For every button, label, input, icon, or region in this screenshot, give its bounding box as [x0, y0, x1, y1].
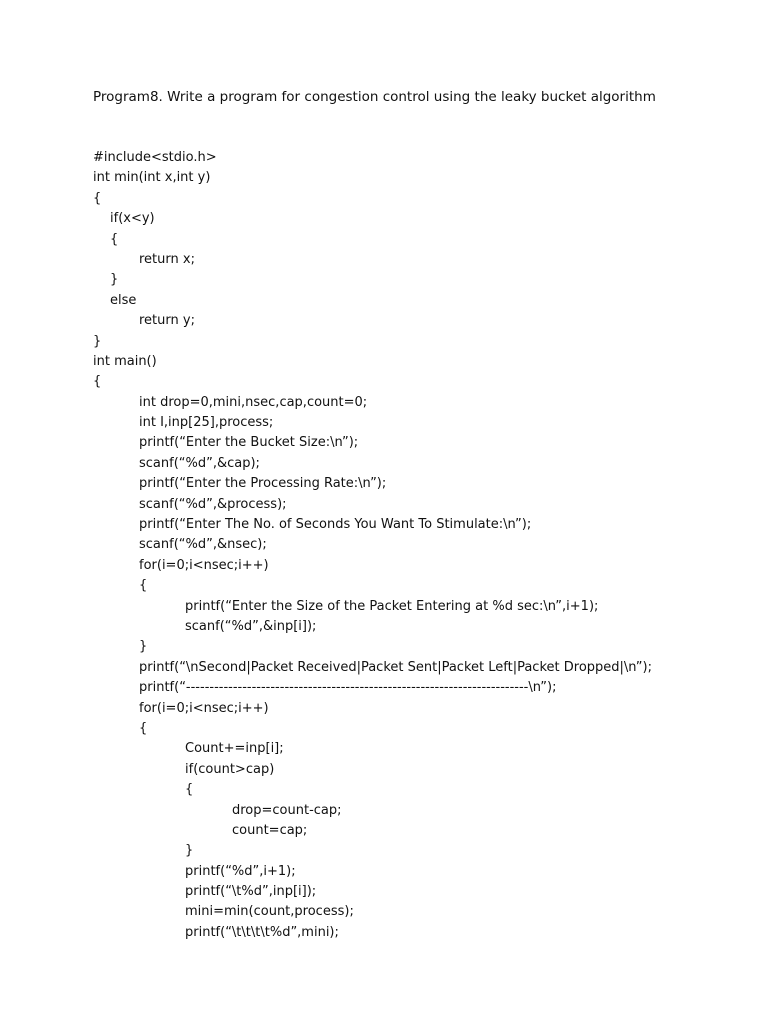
- code-line: {: [139, 720, 148, 736]
- code-line: scanf(“%d”,&nsec);: [139, 537, 267, 553]
- code-line: printf(“%d”,i+1);: [185, 863, 296, 879]
- code-line: printf(“-------------------------------------------------------------------------\n”);: [139, 680, 557, 696]
- code-line: int drop=0,mini,nsec,cap,count=0;: [139, 394, 368, 410]
- code-line: return x;: [139, 251, 195, 267]
- code-line: #include<stdio.h>: [93, 150, 217, 165]
- code-line: }: [93, 333, 102, 349]
- code-line: {: [110, 231, 119, 247]
- code-line: {: [139, 578, 148, 594]
- code-block: [93, 148, 753, 943]
- code-line: int min(int x,int y): [93, 170, 211, 186]
- code-line: printf(“Enter the Processing Rate:\n”);: [139, 476, 387, 492]
- code-line: {: [93, 374, 102, 390]
- code-line: printf(“\nSecond|Packet Received|Packet Sent|Packet Left|Packet Dropped|\n”);: [139, 659, 652, 675]
- code-line: count=cap;: [232, 822, 308, 838]
- code-line: scanf(“%d”,&cap);: [139, 455, 260, 471]
- code-line: for(i=0;i<nsec;i++): [139, 557, 269, 573]
- code-line: printf(“\t\t\t\t%d”,mini);: [185, 924, 339, 940]
- code-line: else: [110, 292, 137, 308]
- code-line: printf(“\t%d”,inp[i]);: [185, 884, 317, 900]
- code-line: scanf(“%d”,&inp[i]);: [185, 618, 317, 634]
- code-line: scanf(“%d”,&process);: [139, 496, 287, 512]
- code-line: }: [139, 639, 148, 655]
- code-line: mini=min(count,process);: [185, 904, 354, 920]
- code-line: if(count>cap): [185, 761, 275, 777]
- code-line: printf(“Enter the Bucket Size:\n”);: [139, 435, 359, 451]
- code-line: if(x<y): [110, 211, 155, 227]
- code-line: }: [185, 843, 194, 859]
- code-line: Count+=inp[i];: [185, 741, 284, 757]
- code-line: return y;: [139, 313, 195, 329]
- code-line: }: [110, 272, 119, 288]
- code-line: printf(“Enter The No. of Seconds You Want To Stimulate:\n”);: [139, 517, 532, 533]
- code-line: printf(“Enter the Size of the Packet Entering at %d sec:\n”,i+1);: [185, 598, 599, 614]
- page-title: Program8. Write a program for congestion control using the leaky bucket algorithm: [93, 89, 656, 105]
- code-line: {: [93, 190, 102, 206]
- code-line: int I,inp[25],process;: [139, 415, 274, 431]
- code-line: for(i=0;i<nsec;i++): [139, 700, 269, 716]
- code-line: {: [185, 782, 194, 798]
- code-line: drop=count-cap;: [232, 802, 342, 818]
- code-line: int main(): [93, 353, 157, 369]
